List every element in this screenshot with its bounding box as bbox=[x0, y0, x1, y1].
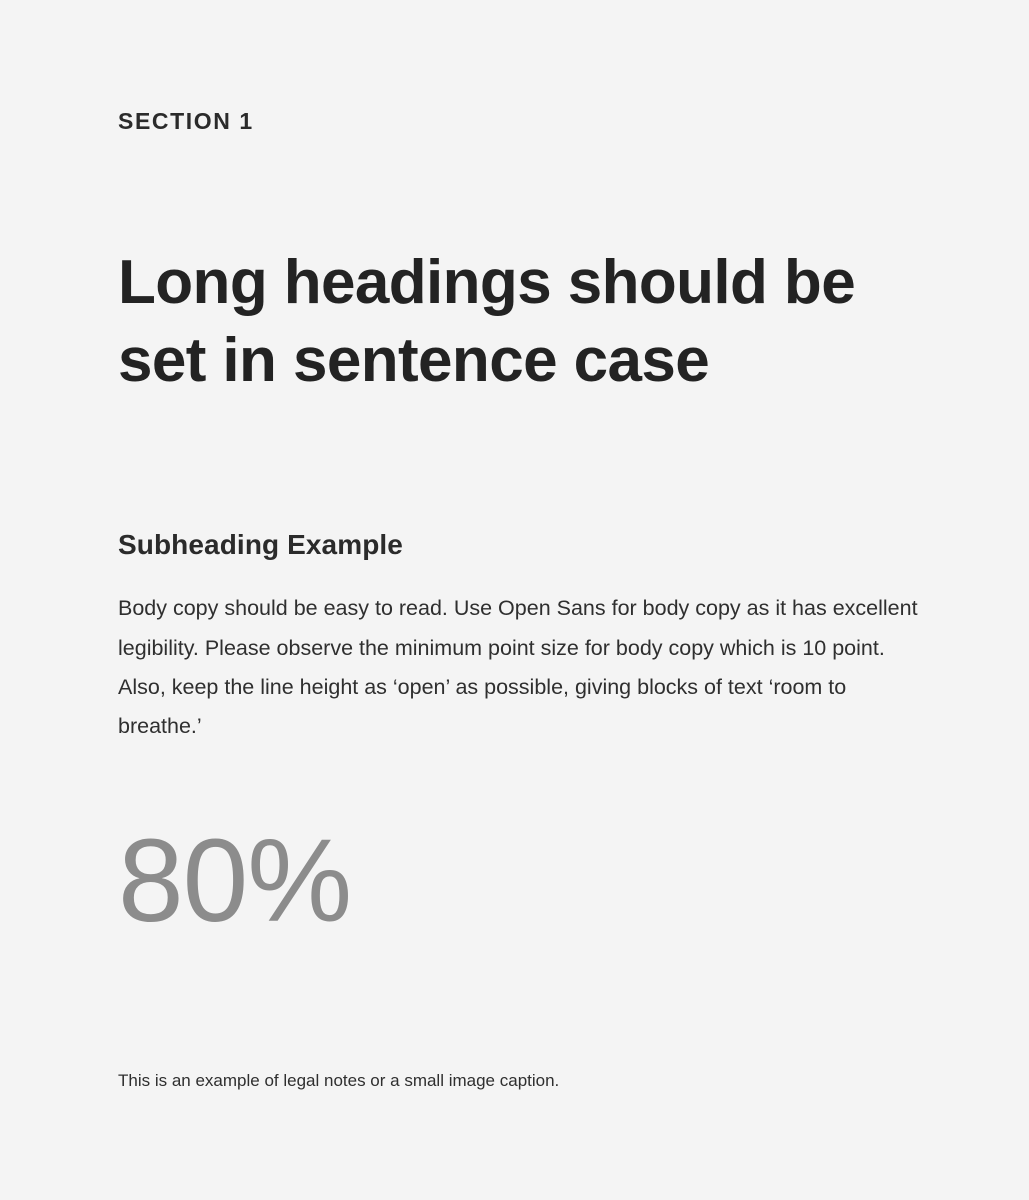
content-column bbox=[118, 0, 938, 1093]
legal-caption: This is an example of legal notes or a small image caption. bbox=[118, 1070, 560, 1090]
section-eyebrow: SECTION 1 bbox=[118, 108, 254, 134]
body-copy: Body copy should be easy to read. Use Open Sans for body copy as it has excellent legibility. Please observe the minimum point size for body copy which is 10 point. Also, keep the line height as ‘open’ as possible, giving blocks of text ‘room to breathe.’ bbox=[118, 596, 918, 738]
stat-figure: 80% bbox=[118, 814, 352, 947]
page-title: Long headings should be set in sentence case bbox=[118, 247, 856, 395]
subheading: Subheading Example bbox=[118, 528, 403, 560]
